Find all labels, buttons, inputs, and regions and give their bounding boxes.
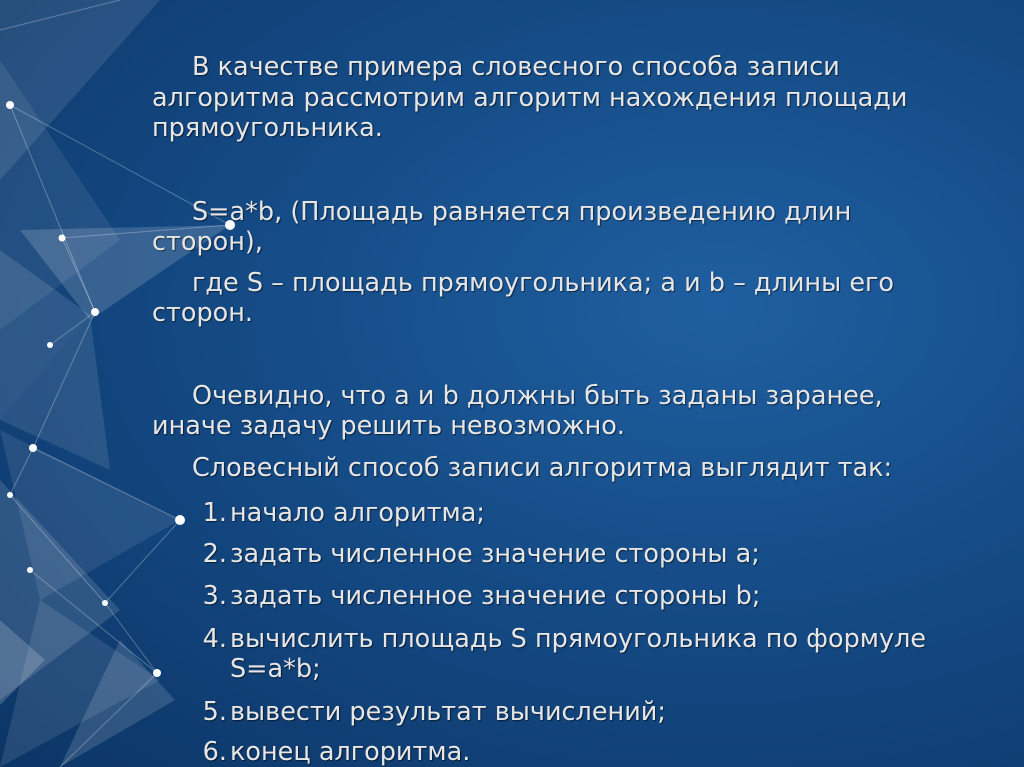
obvious-line-1: Очевидно, что a и b должны быть заданы заранее, — [192, 381, 883, 411]
step-text: вычислить площадь S прямоугольника по формуле — [230, 624, 927, 654]
step-text: задать численное значение стороны a; — [230, 539, 760, 569]
intro-line-1: В качестве примера словесного способа записи — [192, 52, 840, 82]
step-number: 6. — [202, 737, 227, 767]
where-line-2: сторон. — [152, 298, 254, 328]
step-text: задать численное значение стороны b; — [230, 581, 761, 611]
verbal-intro: Словесный способ записи алгоритма выглядит так: — [192, 453, 893, 483]
step-number: 1. — [202, 498, 227, 528]
step-number: 2. — [202, 539, 227, 569]
obvious-line-2: иначе задачу решить невозможно. — [152, 411, 625, 441]
step-text: вывести результат вычислений; — [230, 697, 666, 727]
step-text: начало алгоритма; — [230, 498, 485, 528]
step-number: 3. — [202, 581, 227, 611]
step-number: 4. — [202, 624, 227, 654]
step-text: конец алгоритма. — [230, 737, 471, 767]
intro-line-2: алгоритма рассмотрим алгоритм нахождения площади — [152, 83, 908, 113]
formula-line-2: сторон), — [152, 227, 263, 257]
step-number: 5. — [202, 697, 227, 727]
step-text-continuation: S=a*b; — [230, 654, 321, 684]
intro-line-3: прямоугольника. — [152, 113, 383, 143]
where-line-1: где S – площадь прямоугольника; a и b – длины его — [192, 268, 895, 298]
formula-line-1: S=a*b, (Площадь равняется произведению длин — [192, 197, 852, 227]
